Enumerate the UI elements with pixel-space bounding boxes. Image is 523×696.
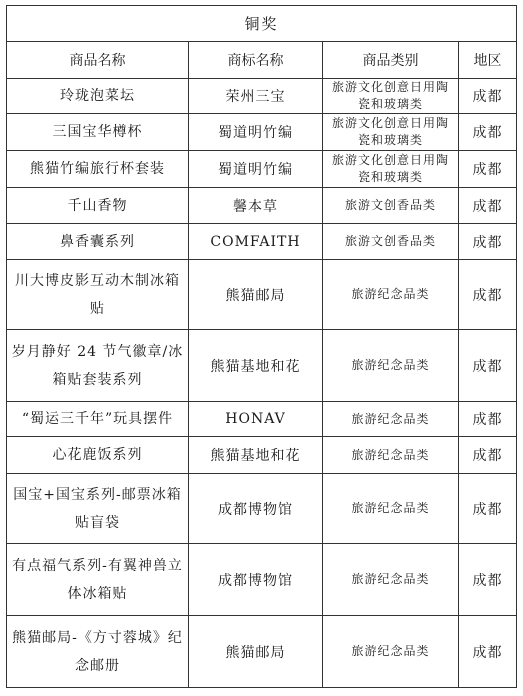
brand-name-cell: COMFAITH	[189, 224, 323, 260]
table-row	[7, 114, 517, 151]
title-row	[7, 6, 517, 42]
table-row	[7, 260, 517, 330]
region-cell: 成都	[459, 616, 517, 688]
brand-name-cell: 熊猫邮局	[189, 260, 323, 330]
region-cell: 成都	[459, 330, 517, 402]
table-row	[7, 79, 517, 114]
brand-name-cell: 成都博物馆	[189, 474, 323, 544]
header-category: 商品类别	[323, 42, 459, 79]
region-cell: 成都	[459, 114, 517, 151]
region-cell: 成都	[459, 402, 517, 437]
product-name-cell: 川大博皮影互动木制冰箱贴	[7, 260, 189, 330]
category-cell: 旅游纪念品类	[323, 402, 459, 437]
category-cell: 旅游文创香品类	[323, 188, 459, 224]
brand-name-cell: 熊猫邮局	[189, 616, 323, 688]
table-row	[7, 151, 517, 188]
product-name-cell: 熊猫竹编旅行杯套装	[7, 151, 189, 188]
category-cell: 旅游纪念品类	[323, 616, 459, 688]
product-name-cell: 三国宝华樽杯	[7, 114, 189, 151]
product-name-cell: 千山香物	[7, 188, 189, 224]
region-cell: 成都	[459, 260, 517, 330]
category-cell: 旅游纪念品类	[323, 544, 459, 616]
category-cell: 旅游纪念品类	[323, 330, 459, 402]
table-row	[7, 544, 517, 616]
category-cell: 旅游文化创意日用陶瓷和玻璃类	[323, 151, 459, 188]
table-row	[7, 616, 517, 688]
region-cell: 成都	[459, 79, 517, 114]
brand-name-cell: 馨本草	[189, 188, 323, 224]
brand-name-cell: HONAV	[189, 402, 323, 437]
table-row	[7, 474, 517, 544]
brand-name-cell: 成都博物馆	[189, 544, 323, 616]
region-cell: 成都	[459, 188, 517, 224]
brand-name-cell: 蜀道明竹编	[189, 114, 323, 151]
product-name-cell: 岁月静好 24 节气徽章/冰箱贴套装系列	[7, 330, 189, 402]
category-cell: 旅游文化创意日用陶瓷和玻璃类	[323, 79, 459, 114]
award-table	[6, 5, 517, 688]
category-cell: 旅游纪念品类	[323, 474, 459, 544]
brand-name-cell: 蜀道明竹编	[189, 151, 323, 188]
region-cell: 成都	[459, 544, 517, 616]
product-name-cell: 心花鹿饭系列	[7, 437, 189, 474]
category-cell: 旅游纪念品类	[323, 437, 459, 474]
table-row	[7, 188, 517, 224]
table-row	[7, 330, 517, 402]
header-row	[7, 42, 517, 79]
header-brand-name: 商标名称	[189, 42, 323, 79]
brand-name-cell: 熊猫基地和花	[189, 437, 323, 474]
product-name-cell: 有点福气系列-有翼神兽立体冰箱贴	[7, 544, 189, 616]
category-cell: 旅游文化创意日用陶瓷和玻璃类	[323, 114, 459, 151]
category-cell: 旅游纪念品类	[323, 260, 459, 330]
header-product-name: 商品名称	[7, 42, 189, 79]
product-name-cell: 熊猫邮局-《方寸蓉城》纪念邮册	[7, 616, 189, 688]
product-name-cell: 鼻香囊系列	[7, 224, 189, 260]
table-row	[7, 402, 517, 437]
region-cell: 成都	[459, 151, 517, 188]
table-title: 铜奖	[7, 6, 517, 42]
category-cell: 旅游文创香品类	[323, 224, 459, 260]
brand-name-cell: 荣州三宝	[189, 79, 323, 114]
product-name-cell: 玲珑泡菜坛	[7, 79, 189, 114]
region-cell: 成都	[459, 437, 517, 474]
region-cell: 成都	[459, 474, 517, 544]
brand-name-cell: 熊猫基地和花	[189, 330, 323, 402]
region-cell: 成都	[459, 224, 517, 260]
product-name-cell: 国宝+国宝系列-邮票冰箱贴盲袋	[7, 474, 189, 544]
product-name-cell: “蜀运三千年”玩具摆件	[7, 402, 189, 437]
table-row	[7, 224, 517, 260]
header-region: 地区	[459, 42, 517, 79]
table-row	[7, 437, 517, 474]
